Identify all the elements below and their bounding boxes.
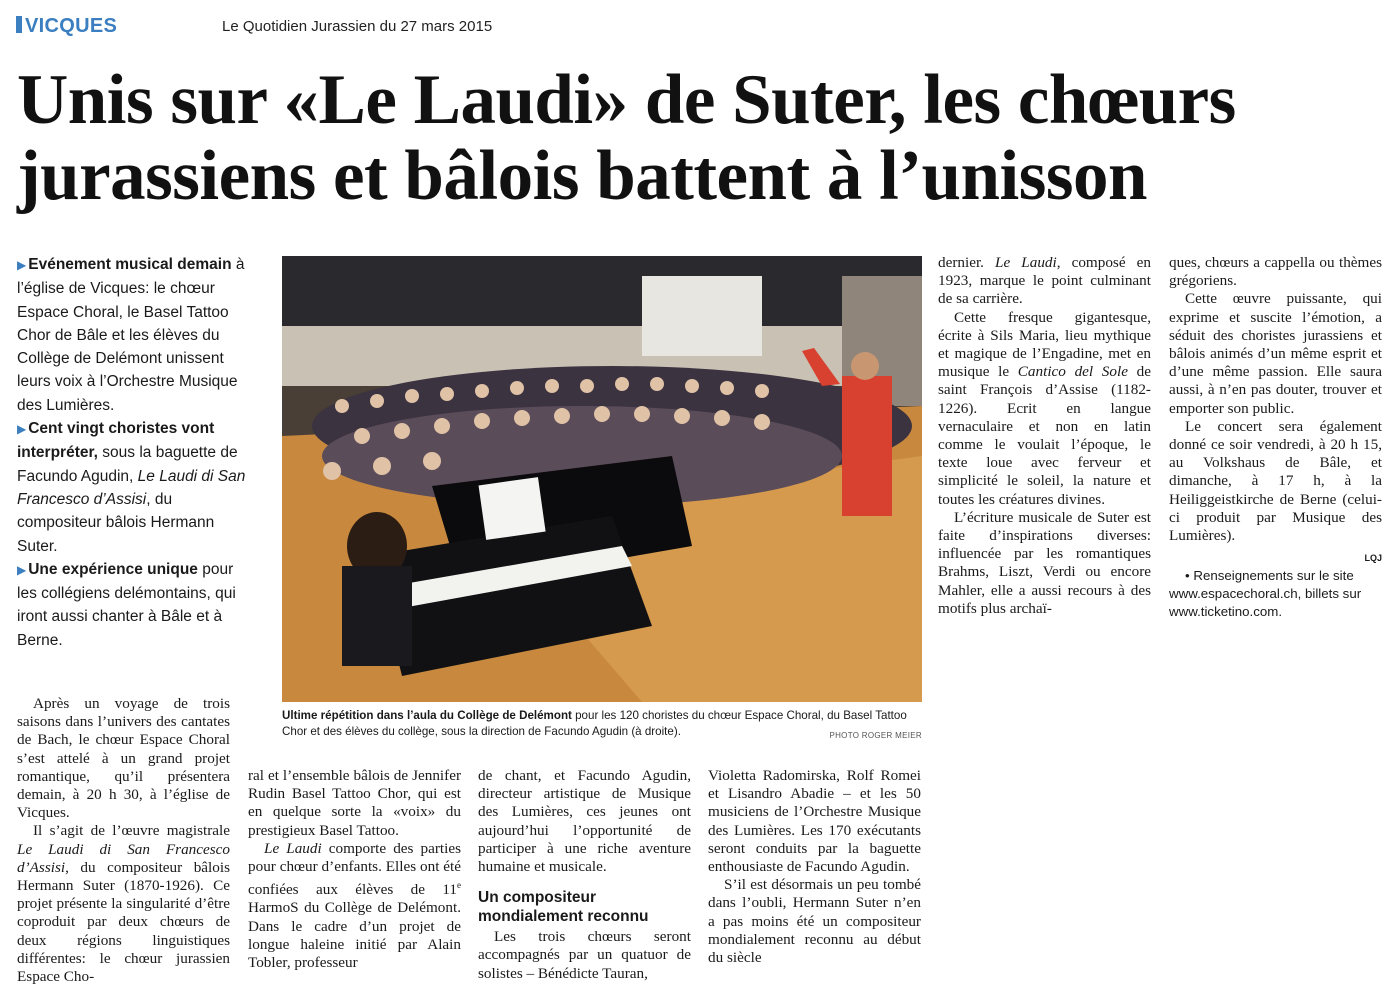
- article-column-6: [1169, 254, 1382, 621]
- text-run: comporte des parties pour chœur d’enfants. Elles ont été confiées aux élèves de 11: [248, 839, 461, 899]
- paragraph: [938, 254, 1151, 309]
- text-run: HarmoS du Collège de Delémont. Dans le cadre d’un projet de longue haleine initié par Alain Tobler, professeur: [248, 899, 461, 972]
- paragraph: [938, 309, 1151, 509]
- article-column-3: [478, 767, 691, 983]
- lead-item: [17, 558, 252, 652]
- lead-item-italic: Le Laudi di San Francesco d’Assisi: [17, 467, 246, 508]
- triangle-bullet-icon: ▶: [17, 422, 27, 437]
- paragraph: Le concert sera également donné ce soir vendredi, à 20 h 15, au Volkshaus de Bâle, et dimanche, à 17 h, à la Heiliggeistkirche de Berne (celui-ci produit par Musique des Lumières).: [1169, 417, 1382, 545]
- photo-credit: PHOTO ROGER MEIER: [829, 731, 922, 740]
- paragraph: Cette œuvre puissante, qui exprime et suscite l’émotion, a séduit des choristes jurassiens et bâlois animés d’un même esprit et d’une même passion. Elle saura aussi, à n’en pas douter, trouver et emporter son public.: [1169, 290, 1382, 417]
- lead-item-text: pour les collégiens delémontains, qui iront aussi chanter à Bâle et à Berne.: [17, 560, 236, 649]
- lead-item: [17, 417, 252, 558]
- headline: [17, 62, 1387, 214]
- paragraph: L’écriture musicale de Suter est faite d’inspirations diverses: influencée par les romantiques Brahms, Liszt, Verdi ou encore Mahler, elle a aussi recours à des motifs plus archaï-: [938, 508, 1151, 617]
- italic-run: Le Laudi: [264, 839, 322, 857]
- lead-item-bold: Evénement musical demain: [28, 256, 232, 273]
- paragraph: Violetta Radomirska, Rolf Romei et Lisandro Abadie – et les 50 musiciens de l’Orchestre Musique des Lumières. Les 170 exécutants seront conduits par la baguette enthousiaste de Facundo Agudin.: [708, 767, 921, 876]
- caption-text: pour les 120 choristes du chœur Espace Choral, du Basel Tattoo Chor et des élèves du collège, sous la direction de Facundo Agudin (à droite).: [282, 709, 907, 738]
- author-signature: LQJ: [1364, 553, 1382, 564]
- subheading: Un compositeur mondialement reconnu: [478, 889, 649, 926]
- rehearsal-photo-illustration: [282, 256, 922, 702]
- italic-run: Le Laudi di San Francesco d’Assisi: [17, 840, 230, 876]
- text-run: , du compositeur bâlois Hermann Suter (1870-1926). Ce projet présente la singularité d’être coproduit par deux chœurs de deux régions linguistiques différentes: le chœur jurassien Espace Cho-: [17, 858, 230, 986]
- rehearsal-photo: [282, 256, 922, 702]
- lead-item: [17, 253, 252, 417]
- paragraph: [17, 822, 230, 986]
- italic-run: Le Laudi: [995, 254, 1057, 271]
- lead-item-bold: Une expérience unique: [28, 560, 198, 578]
- article-column-2: [248, 767, 461, 972]
- lead-item-text: à l’église de Vicques: le chœur Espace Choral, le Basel Tattoo Chor de Bâle et les élèves du Collège de Delémont unissent leurs voix à l’Orchestre Musique des Lumières.: [17, 256, 245, 414]
- lead-item-text: , du compositeur bâlois Hermann Suter.: [17, 490, 215, 555]
- paragraph: [248, 840, 461, 972]
- text-run: , composé en 1923, marque le point culminant de sa carrière.: [938, 254, 1151, 308]
- text-run: dernier.: [938, 254, 996, 271]
- paragraph: ques, chœurs a cappella ou thèmes grégoriens.: [1169, 254, 1382, 290]
- rubric-label: VICQUES: [25, 15, 118, 37]
- paragraph: ral et l’ensemble bâlois de Jennifer Rudin Basel Tattoo Chor, qui est en quelque sorte la «voix» du prestigieux Basel Tattoo.: [248, 767, 461, 839]
- text-run: Il s’agit de l’œuvre magistrale: [33, 822, 230, 840]
- lead-summary: [17, 253, 252, 652]
- superscript: e: [457, 880, 461, 891]
- source-line: Le Quotidien Jurassien du 27 mars 2015: [222, 18, 493, 35]
- rubric-bar: [16, 16, 22, 33]
- article-column-4: [708, 767, 921, 967]
- lead-item-bold: Cent vingt choristes vont interpréter,: [17, 420, 215, 462]
- info-line: • Renseignements sur le site www.espacechoral.ch, billets sur www.ticketino.com.: [1169, 568, 1362, 620]
- headline-line-2: jurassiens et bâlois battent à l’unisson: [17, 137, 1147, 215]
- paragraph: S’il est désormais un peu tombé dans l’oubli, Hermann Suter n’en a pas moins été un compositeur mondialement reconnu au début du siècle: [708, 876, 921, 967]
- lead-item-text: sous la baguette de Facundo Agudin,: [17, 444, 238, 485]
- article-column-5: [938, 254, 1151, 618]
- italic-run: Cantico del Sole: [1017, 363, 1128, 381]
- paragraph: Les trois chœurs seront accompagnés par un quatuor de solistes – Bénédicte Tauran,: [478, 928, 691, 982]
- triangle-bullet-icon: ▶: [17, 258, 27, 272]
- section-rubric: [16, 15, 117, 38]
- triangle-bullet-icon: ▶: [17, 562, 27, 577]
- text-run: de saint François d’Assise (1182-1226). Ecrit en langue vernaculaire et non en latin comme le voulait l’époque, le texte loue avec ferveur et simplicité le soleil, la nature et toutes les créatures divines.: [938, 363, 1151, 508]
- caption-bold: Ultime répétition dans l’aula du Collège de Delémont: [282, 709, 572, 722]
- text-run: Cette fresque gigantesque, écrite à Sils Maria, lieu mythique et magique de l’Engadine, met en musique le: [938, 308, 1151, 381]
- paragraph: Après un voyage de trois saisons dans l’univers des cantates de Bach, le chœur Espace Choral s’est attelé à un grand projet romantique, qu’il présentera demain, à 20 h 30, à l’église de Vicques.: [17, 695, 230, 822]
- article-column-1: [17, 695, 230, 986]
- headline-line-1: Unis sur «Le Laudi» de Suter, les chœurs: [17, 61, 1236, 139]
- paragraph: de chant, et Facundo Agudin, directeur artistique de Musique des Lumières, ces jeunes ont aujourd’hui l’opportunité de participer à une riche aventure humaine et musicale.: [478, 767, 691, 876]
- photo-caption: [282, 708, 922, 744]
